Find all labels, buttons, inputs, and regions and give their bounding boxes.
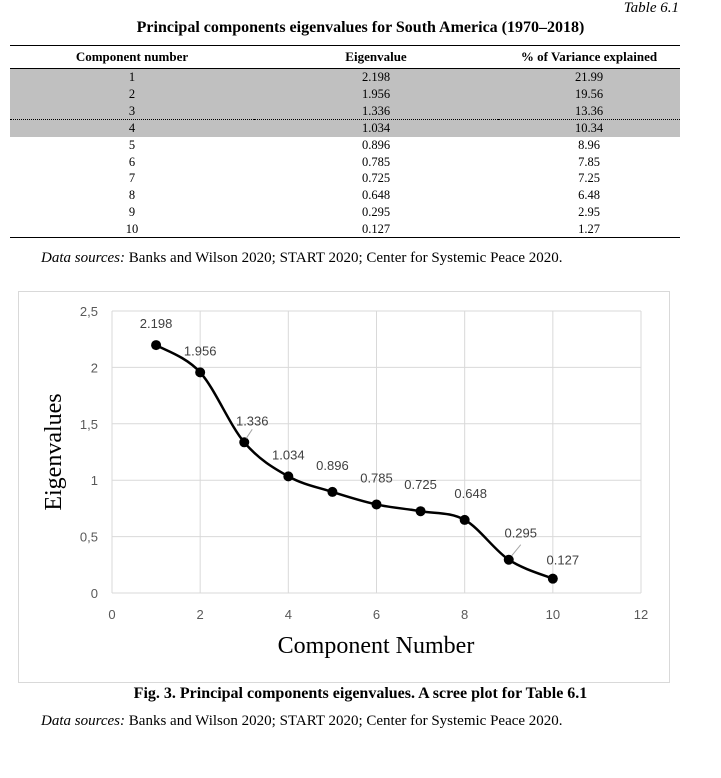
x-tick-label: 4 [284,607,292,622]
cell-component: 6 [128,154,136,169]
cell-variance: 6.48 [578,188,600,203]
table-row [10,153,680,170]
table-row [10,86,680,103]
data-label: 0.295 [504,525,538,541]
table-row [10,170,680,187]
data-label: 0.785 [360,470,393,486]
cell-eigenvalue: 0.896 [361,138,391,153]
eigenvalue-curve [156,345,553,579]
data-label: 1.956 [183,343,217,359]
table-source-text: Banks and Wilson 2020; START 2020; Center for Systemic Peace 2020. [125,250,563,266]
cell-variance: 10.34 [498,120,680,137]
table-row [10,137,680,154]
data-point [372,499,382,509]
table-row [10,187,680,204]
header-variance: % of Variance explained [498,46,680,69]
cell-eigenvalue: 1.034 [254,120,498,137]
data-point [548,574,558,584]
cell-variance: 7.25 [578,171,600,186]
cell-variance: 2.95 [578,204,600,219]
table-row [10,204,680,221]
x-tick-label: 10 [545,607,561,622]
data-label: 0.648 [454,485,487,501]
data-label: 2.198 [139,316,173,332]
table-title: Principal components eigenvalues for South America (1970–2018) [136,19,585,36]
data-point [283,471,293,481]
x-tick-label: 8 [461,607,469,622]
data-point [504,555,514,565]
data-label: 0.725 [404,477,437,493]
cell-variance: 7.85 [578,154,600,169]
eigenvalue-table [10,45,680,238]
data-label: 1.034 [272,447,305,463]
x-axis-title: Component Number [277,633,475,659]
header-eigenvalue: Eigenvalue [254,46,498,69]
data-point [151,340,161,350]
cell-eigenvalue: 0.648 [361,188,391,203]
header-component-number: Component number [10,46,254,69]
figure-caption: Fig. 3. Principal components eigenvalues. A scree plot for Table 6.1 [133,685,588,702]
cell-eigenvalue: 2.198 [254,69,498,86]
cell-variance: 13.36 [498,102,680,119]
table-row [10,120,680,137]
cell-component: 4 [10,120,254,137]
cell-eigenvalue: 1.956 [254,86,498,103]
table-row [10,102,680,119]
x-tick-label: 6 [372,607,381,622]
y-axis-title: Eigenvalues [41,393,67,511]
cell-variance: 21.99 [498,69,680,86]
cell-eigenvalue: 0.725 [361,171,391,186]
figure-source-text: Banks and Wilson 2020; START 2020; Center for Systemic Peace 2020. [125,713,563,729]
y-tick-label: 2 [90,360,98,376]
data-point [239,437,249,447]
cell-component: 9 [128,204,136,219]
table-header-row [10,46,680,69]
cell-eigenvalue: 1.336 [254,102,498,119]
cell-eigenvalue: 0.785 [361,154,391,169]
table-label: Table 6.1 [623,0,679,16]
table-row [10,69,680,86]
y-tick-label: 1,5 [79,416,98,432]
y-tick-label: 0 [90,586,98,601]
table-data-sources [41,250,563,267]
scree-plot [18,291,670,683]
y-tick-label: 1 [90,473,98,489]
cell-component: 2 [10,86,254,103]
data-label: 0.127 [546,552,580,568]
figure-source-label: Data sources: [41,713,126,729]
x-tick-label: 0 [108,607,116,622]
cell-variance: 19.56 [498,86,680,103]
data-label: 1.336 [235,413,269,429]
x-tick-label: 2 [196,607,204,622]
cell-component: 1 [10,69,254,86]
table-source-label: Data sources: [41,250,126,266]
scree-plot-svg [19,292,669,682]
cell-component: 8 [128,188,136,203]
cell-variance: 8.96 [578,138,600,153]
cell-eigenvalue: 0.295 [361,204,391,219]
cell-component: 10 [10,220,254,237]
y-tick-label: 0,5 [79,529,98,545]
table-row [10,220,680,237]
cell-component: 3 [10,102,254,119]
label-leader-line [246,429,252,438]
x-tick-label: 12 [633,607,649,622]
data-point [416,506,426,516]
cell-component: 5 [128,138,136,153]
data-point [195,367,205,377]
cell-eigenvalue: 0.127 [254,220,498,237]
data-label: 0.896 [316,457,349,473]
label-leader-line [512,545,521,556]
y-tick-label: 2,5 [79,304,98,319]
cell-variance: 1.27 [498,220,680,237]
cell-component: 7 [128,171,136,186]
data-point [460,515,470,525]
data-point [327,487,337,497]
figure-data-sources [41,713,563,730]
